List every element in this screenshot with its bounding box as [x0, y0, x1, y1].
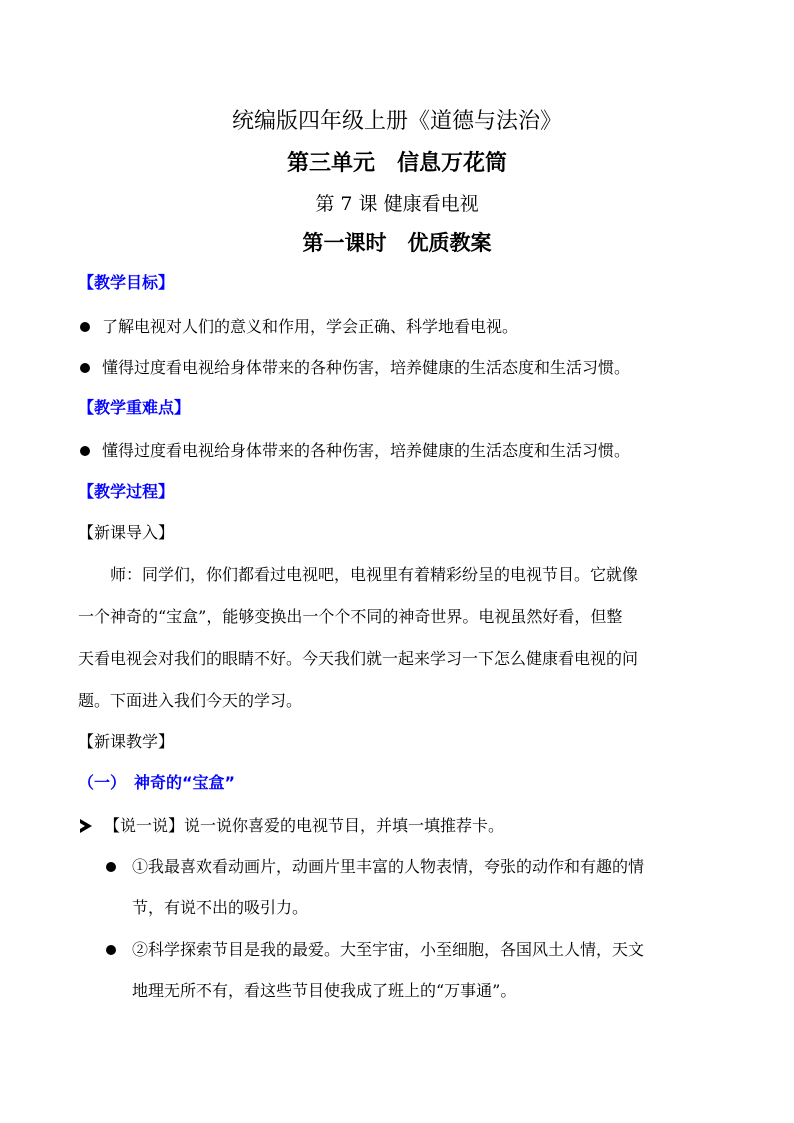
- example-1-line-2: 节，有说不出的吸引力。: [132, 898, 309, 917]
- key-points-heading: 【教学重难点】: [78, 398, 191, 417]
- bullet-icon: [80, 322, 90, 332]
- process-heading: 【教学过程】: [78, 482, 175, 501]
- intro-paragraph-line-1: 师：同学们，你们都看过电视吧，电视里有着精彩纷呈的电视节目。它就像: [110, 565, 639, 584]
- goal-item-1: 了解电视对人们的意义和作用，学会正确、科学地看电视。: [102, 317, 519, 336]
- intro-paragraph-line-3: 天看电视会对我们的眼睛不好。今天我们就一起来学习一下怎么健康看电视的问: [78, 649, 639, 668]
- example-2-line-2: 地理无所不有，看这些节目使我成了班上的“万事通”。: [132, 981, 517, 1000]
- activity-say: 【说一说】说一说你喜爱的电视节目，并填一填推荐卡。: [104, 816, 505, 835]
- document-title: 统编版四年级上册《道德与法治》: [231, 109, 562, 134]
- period-title: 第一课时 优质教案: [302, 230, 492, 255]
- arrow-bullet-icon: [80, 819, 92, 833]
- intro-paragraph-line-4: 题。下面进入我们今天的学习。: [78, 691, 303, 710]
- bullet-icon: [80, 363, 90, 373]
- goals-heading: 【教学目标】: [78, 273, 175, 292]
- new-lesson-heading: 【新课教学】: [78, 732, 175, 751]
- goal-item-2: 懂得过度看电视给身体带来的各种伤害，培养健康的生活态度和生活习惯。: [102, 358, 631, 377]
- part-one-heading: （一） 神奇的“宝盒”: [78, 773, 236, 792]
- unit-title: 第三单元 信息万花筒: [286, 151, 507, 176]
- bullet-icon: [106, 945, 116, 955]
- key-point-item-1: 懂得过度看电视给身体带来的各种伤害，培养健康的生活态度和生活习惯。: [102, 441, 631, 460]
- example-2-line-1: ②科学探索节目是我的最爱。大至宇宙，小至细胞，各国风土人情，天文: [132, 940, 645, 959]
- lesson-title: 第 7 课 健康看电视: [315, 193, 479, 215]
- example-1-line-1: ①我最喜欢看动画片，动画片里丰富的人物表情，夸张的动作和有趣的情: [132, 857, 645, 876]
- intro-paragraph-line-2: 一个神奇的“宝盒”，能够变换出一个个不同的神奇世界。电视虽然好看，但整: [78, 607, 623, 626]
- bullet-icon: [106, 862, 116, 872]
- bullet-icon: [80, 446, 90, 456]
- intro-heading: 【新课导入】: [78, 523, 175, 542]
